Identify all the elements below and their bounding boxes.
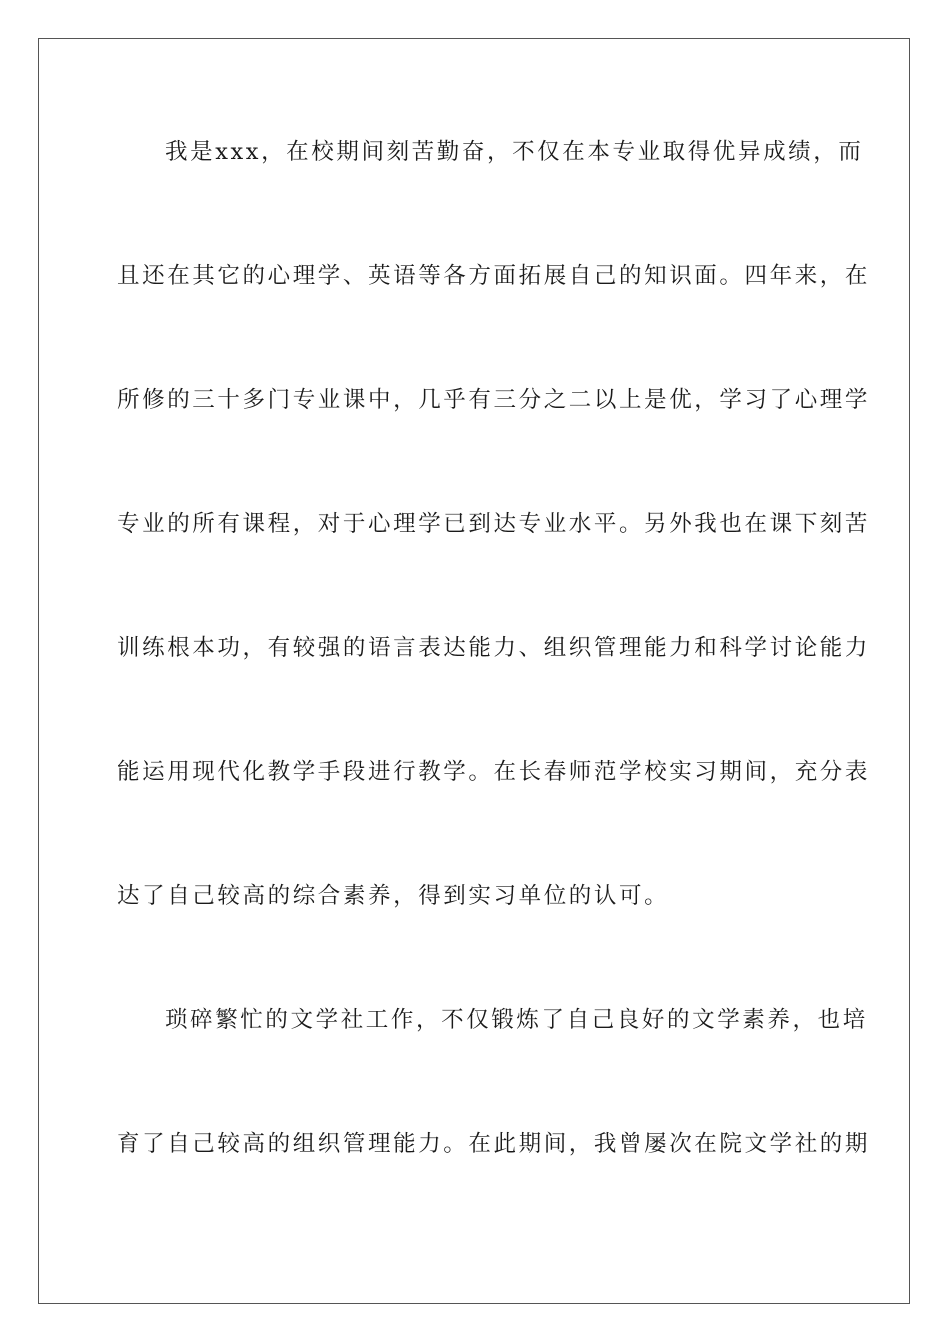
paragraph-1-line-3: 所修的三十多门专业课中，几乎有三分之二以上是优，学习了心理学 [117, 387, 871, 413]
paragraph-1-line-1: 我是xxx，在校期间刻苦勤奋，不仅在本专业取得优异成绩，而 [165, 139, 864, 165]
paragraph-2-line-2: 育了自己较高的组织管理能力。在此期间，我曾屡次在院文学社的期 [117, 1131, 871, 1157]
paragraph-1-line-4: 专业的所有课程，对于心理学已到达专业水平。另外我也在课下刻苦 [117, 511, 871, 537]
paragraph-1-line-2: 且还在其它的心理学、英语等各方面拓展自己的知识面。四年来，在 [117, 263, 871, 289]
paragraph-1-line-7: 达了自己较高的综合素养，得到实习单位的认可。 [117, 883, 670, 909]
paragraph-2-line-1: 琐碎繁忙的文学社工作，不仅锻炼了自己良好的文学素养，也培 [165, 1007, 868, 1033]
page-border [38, 38, 910, 1304]
paragraph-1-line-5: 训练根本功，有较强的语言表达能力、组织管理能力和科学讨论能力 [117, 635, 871, 661]
paragraph-1-line-6: 能运用现代化教学手段进行教学。在长春师范学校实习期间，充分表 [117, 759, 871, 785]
